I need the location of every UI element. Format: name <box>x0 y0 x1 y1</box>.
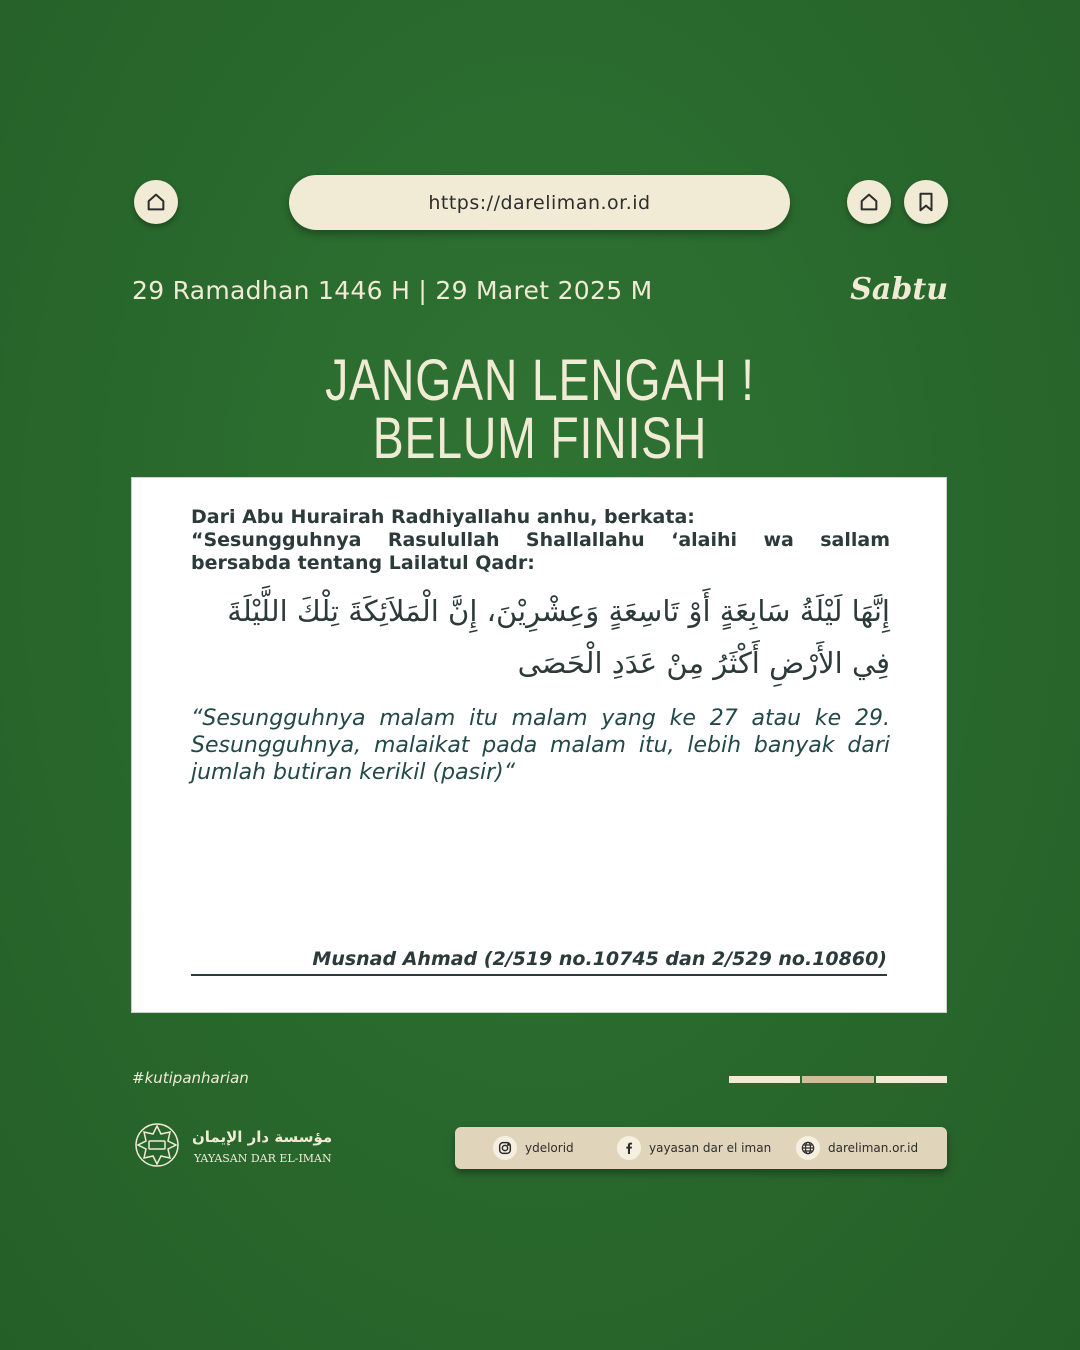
page-dot-2 <box>802 1076 873 1083</box>
home-icon <box>858 191 880 213</box>
home-button-right[interactable] <box>847 180 891 224</box>
instagram-icon <box>493 1136 517 1160</box>
logo-name-text: YAYASAN DAR EL-IMAN <box>194 1152 332 1165</box>
hashtag: #kutipanharian <box>132 1069 249 1087</box>
social-instagram-label: ydelorid <box>525 1141 574 1155</box>
logo <box>132 1120 342 1176</box>
logo-emblem-icon <box>132 1120 182 1170</box>
quote-card <box>131 477 947 1013</box>
title-line-1: JANGAN LENGAH ! <box>325 348 755 413</box>
social-bar <box>455 1127 947 1169</box>
bookmark-button[interactable] <box>904 180 948 224</box>
title-line-2: BELUM FINISH <box>372 406 708 471</box>
social-facebook-label: yayasan dar el iman <box>649 1141 772 1155</box>
home-button-left[interactable] <box>134 180 178 224</box>
home-icon <box>145 191 167 213</box>
url-text: https://dareliman.or.id <box>428 191 651 214</box>
intro-line-2: “Sesungguhnya Rasulullah Shallallahu ‘alaihi wa sallam bersabda tentang Lailatul Qadr: <box>191 529 890 574</box>
globe-icon <box>796 1136 820 1160</box>
social-website[interactable] <box>796 1136 918 1160</box>
quote-body <box>191 506 890 786</box>
date-text: 29 Ramadhan 1446 H | 29 Maret 2025 M <box>132 276 653 305</box>
translation: “Sesungguhnya malam itu malam yang ke 27 atau ke 29. Sesungguhnya, malaikat pada malam itu, lebih banyak dari jumlah butiran kerikil (pasir)“ <box>191 706 890 785</box>
hadith-source: Musnad Ahmad (2/519 no.10745 dan 2/529 no.10860) <box>191 948 887 976</box>
url-bar[interactable] <box>289 175 790 230</box>
page-dot-1 <box>729 1076 800 1083</box>
bookmark-icon <box>915 191 937 213</box>
arabic-hadith: إِنَّهَا لَيْلَةُ سَابِعَةٍ أَوْ تَاسِعَةٍ وَعِشْرِيْنَ، إِنَّ الْمَلاَئِكَةَ تِلْكَ اللَّيْلَةَ فِي الأَرْضِ أَكْثَرُ مِنْ عَدَدِ الْحَصَى <box>227 594 890 680</box>
social-instagram[interactable] <box>493 1136 574 1160</box>
page-dot-3 <box>876 1076 947 1083</box>
day-name: Sabtu <box>850 272 948 307</box>
social-website-label: dareliman.or.id <box>828 1141 919 1155</box>
page-indicator <box>729 1076 947 1083</box>
facebook-icon <box>617 1136 641 1160</box>
social-facebook[interactable] <box>617 1136 771 1160</box>
logo-arabic-text: مؤسسة دار الإيمان <box>192 1128 333 1146</box>
intro-line-1: Dari Abu Hurairah Radhiyallahu anhu, berkata: <box>191 506 695 528</box>
